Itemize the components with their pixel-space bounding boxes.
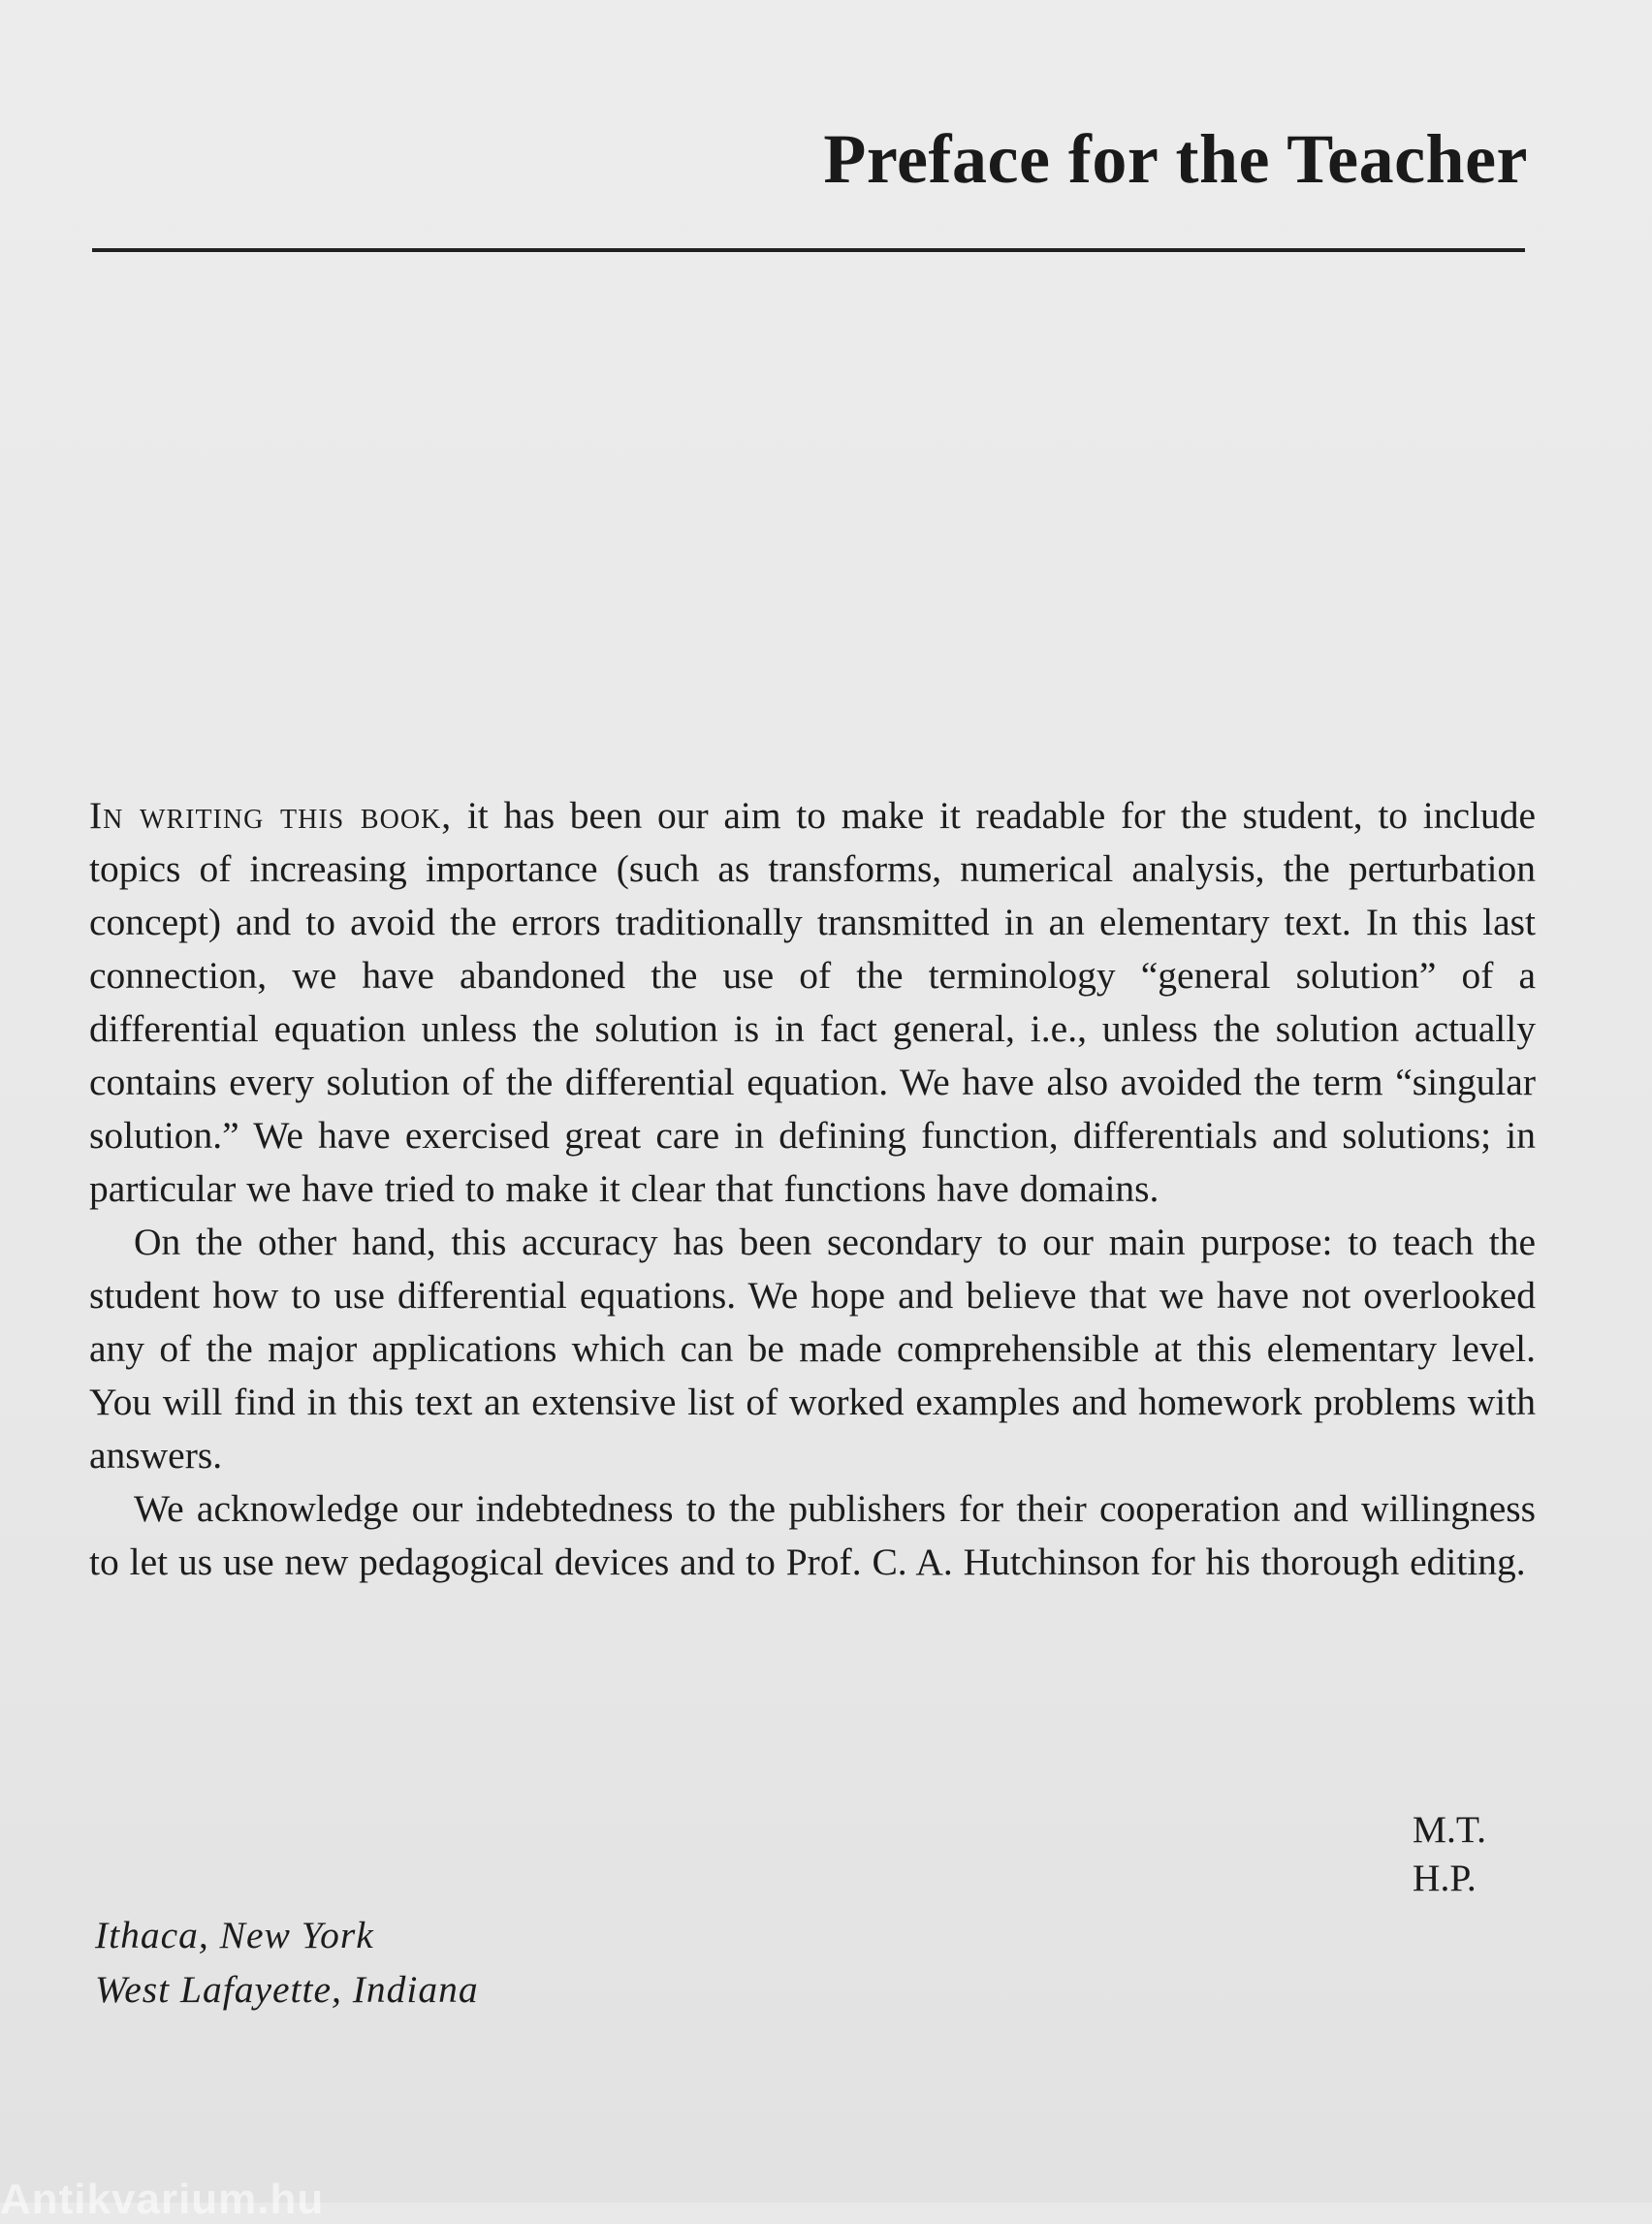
location-2: West Lafayette, Indiana [95,1968,479,2011]
author-locations [95,1908,479,2017]
author-initial-2: H.P. [1412,1857,1477,1899]
paragraph-1-lead: In writing this book, [89,794,453,837]
paragraph-2: On the other hand, this accuracy has been secondary to our main purpose: to teach the student how to use differential equations. We hope and believe that we have not overlooked any of the major applications which can be made comprehensible at this elementary level. You will find in this text an extensive list of worked examples and homework problems with answers. [89,1221,1536,1477]
paragraph-1 [89,789,1536,1216]
location-1: Ithaca, New York [95,1914,374,1956]
author-initial-1: M.T. [1412,1808,1486,1851]
author-initials [1413,1805,1486,1902]
page-title: Preface for the Teacher [823,120,1528,198]
watermark: Antikvarium.hu [0,2176,325,2223]
title-rule [92,248,1525,252]
paragraph-1-text: it has been our aim to make it readable for the student, to include topics of increasing importance (such as transforms, numerical analysis, the perturbation concept) and to avoid the errors traditionally transmitted in an elementary text. In this last connection, we have abandoned the use of the terminology “general solution” of a differential equation unless the solution is in fact general, i.e., unless the solution actually contains every solution of the differential equation. We have also avoided the term “singular solution.” We have exercised great care in defining function, differentials and solutions; in particular we have tried to make it clear that functions have domains. [89,794,1536,1210]
preface-body [89,789,1536,1589]
paragraph-3: We acknowledge our indebtedness to the publishers for their cooperation and willingness to let us use new pedagogical devices and to Prof. C. A. Hutchinson for his thorough editing. [89,1487,1536,1583]
